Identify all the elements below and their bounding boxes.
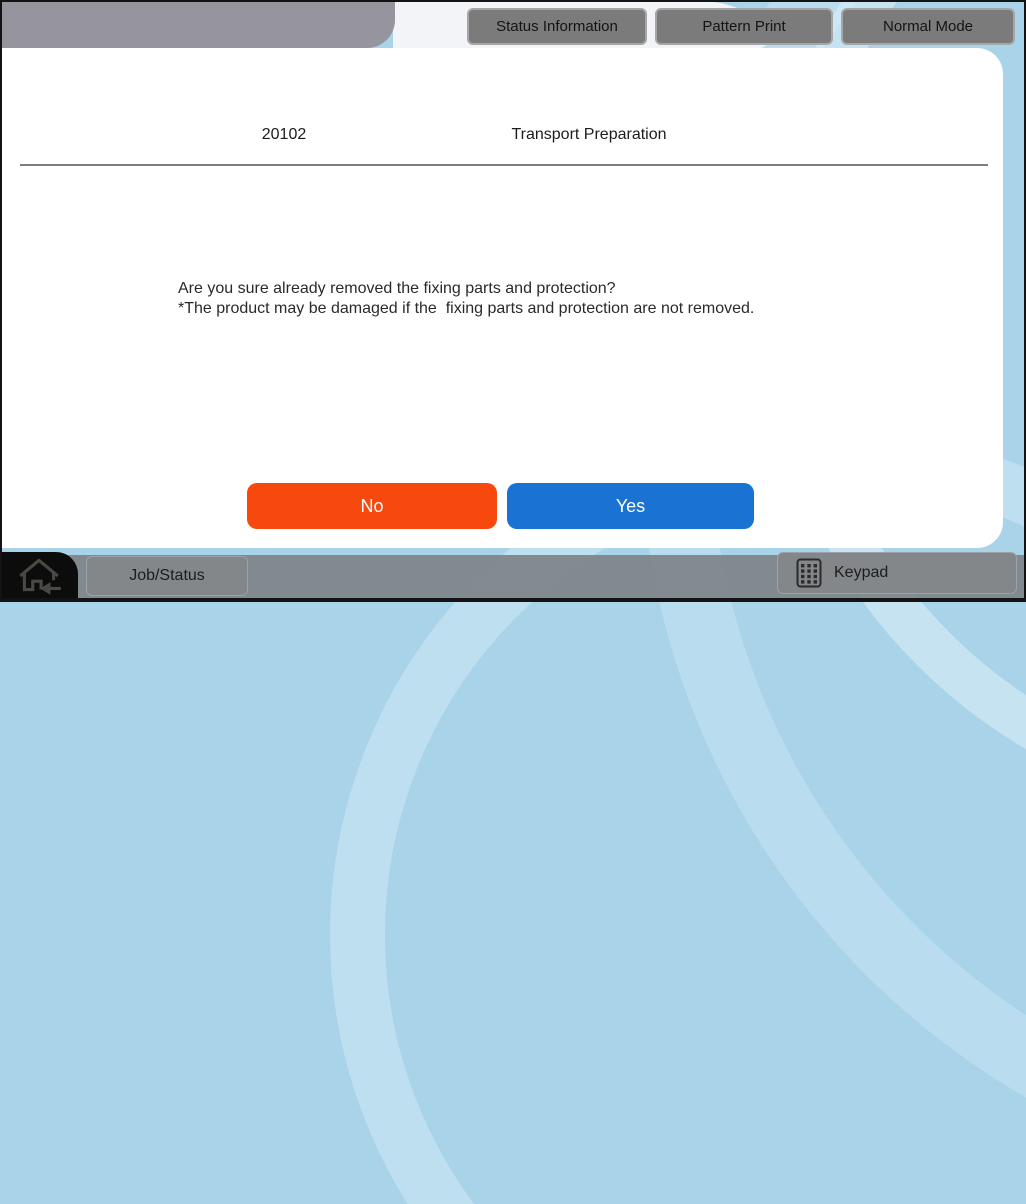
- keypad-grid-icon: [796, 558, 822, 588]
- home-back-icon: [14, 556, 64, 598]
- job-status-button[interactable]: Job/Status: [86, 556, 248, 596]
- screen-code: 20102: [261, 126, 307, 143]
- main-panel: [0, 48, 1003, 548]
- no-button[interactable]: No: [247, 483, 497, 529]
- home-button[interactable]: [0, 552, 78, 602]
- page-title: Transport Preparation: [511, 126, 667, 143]
- status-information-button[interactable]: Status Information: [467, 8, 647, 45]
- bottom-edge: [0, 598, 1026, 602]
- pattern-print-button[interactable]: Pattern Print: [655, 8, 833, 45]
- message-line-2: *The product may be damaged if the fixing parts and protection are not removed.: [178, 300, 755, 317]
- confirmation-message: [178, 279, 754, 319]
- keypad-button-label: Keypad: [834, 564, 889, 581]
- top-left-tab: [0, 0, 395, 48]
- header-divider: [20, 164, 988, 166]
- keypad-button[interactable]: [777, 552, 1017, 594]
- normal-mode-button[interactable]: Normal Mode: [841, 8, 1015, 45]
- message-line-1: Are you sure already removed the fixing parts and protection?: [178, 280, 616, 297]
- yes-button[interactable]: Yes: [507, 483, 754, 529]
- top-button-row: [467, 8, 1015, 45]
